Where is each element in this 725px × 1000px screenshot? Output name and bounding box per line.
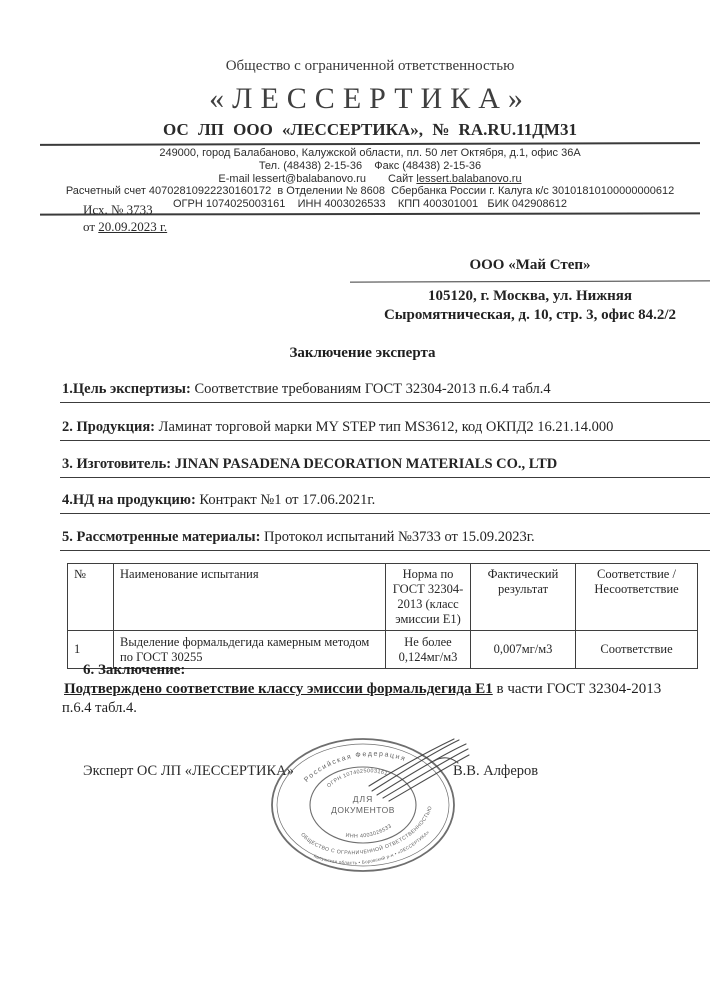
section-materials-label: 5. Рассмотренные материалы: bbox=[62, 529, 261, 545]
expert-title: Эксперт ОС ЛП «ЛЕССЕРТИКА» bbox=[83, 763, 294, 779]
outgoing-ref bbox=[83, 201, 167, 235]
col-header-compliance: Соответствие / Несоответствие bbox=[576, 564, 698, 631]
cert-body-line: ОС ЛП ООО «ЛЕССЕРТИКА», № RA.RU.11ДМ31 bbox=[163, 120, 577, 139]
email-label: E-mail bbox=[218, 172, 250, 185]
section-product-text: Ламинат торговой марки MY STEP тип MS3612, код ОКПД2 16.21.14.000 bbox=[155, 419, 614, 435]
letterhead-divider-top bbox=[40, 142, 700, 146]
letterhead bbox=[40, 58, 700, 215]
section-normative-doc bbox=[60, 492, 710, 514]
registration-line: ОГРН 1074025003161 ИНН 4003026533 КПП 400301001 БИК 042908612 bbox=[172, 198, 567, 211]
section-purpose-label: 1.Цель экспертизы: bbox=[62, 381, 191, 397]
stamp-and-signature bbox=[256, 731, 474, 883]
recipient-divider bbox=[350, 280, 710, 282]
conclusion-statement-emphasis: Подтверждено соответствие классу эмиссии формальдегида Е1 bbox=[64, 681, 493, 697]
conclusion-statement bbox=[64, 681, 661, 698]
site-link[interactable]: lessert.balabanovo.ru bbox=[416, 172, 522, 185]
ref-number: Исх. № 3733 bbox=[83, 202, 153, 217]
section-normative-doc-label: 4.НД на продукцию: bbox=[62, 492, 196, 508]
svg-text:ИНН 4003026533 bbox=[344, 823, 394, 844]
section-purpose bbox=[60, 381, 710, 403]
org-address: 249000, город Балабаново, Калужской области, пл. 50 лет Октября, д.1, офис 36А bbox=[159, 147, 581, 159]
section-normative-doc-text: Контракт №1 от 17.06.2021г. bbox=[195, 492, 376, 508]
section-purpose-text: Соответствие требованиям ГОСТ 32304-2013 п.6.4 табл.4 bbox=[190, 381, 551, 397]
cell-norm: Не более 0,124мг/м3 bbox=[386, 631, 471, 669]
ref-date: 20.09.2023 г. bbox=[98, 219, 168, 234]
stamp-outer-ring-text: Калужская область • Боровский р-н • «ЛЕССЕРТИКА» bbox=[313, 829, 431, 866]
stamp-ring-top-text: Российская Федерация bbox=[303, 750, 408, 784]
org-name: «ЛЕССЕРТИКА» bbox=[209, 82, 531, 115]
recipient-block bbox=[350, 257, 710, 325]
col-header-test-name: Наименование испытания bbox=[114, 564, 386, 631]
document-title: Заключение эксперта bbox=[289, 345, 436, 361]
section-product-label: 2. Продукция: bbox=[62, 419, 155, 435]
col-header-number: № bbox=[68, 564, 114, 631]
section-materials-text: Протокол испытаний №3733 от 15.09.2023г. bbox=[260, 529, 535, 545]
cell-test-name: Выделение формальдегида камерным методом по ГОСТ 30255 bbox=[114, 631, 386, 669]
stamp-center-line2: ДОКУМЕНТОВ bbox=[331, 805, 395, 815]
phone-fax: Тел. (48438) 2-15-36 Факс (48438) 2-15-36 bbox=[258, 159, 482, 172]
cell-number: 1 bbox=[68, 631, 114, 669]
stamp-center-line1: ДЛЯ bbox=[352, 794, 374, 804]
section-manufacturer bbox=[60, 456, 710, 478]
stamp-inn-text: ИНН 4003026533 bbox=[345, 823, 394, 840]
email-value: lessert@balabanovo.ru bbox=[252, 172, 366, 185]
stamp-ogrn-text: ОГРН 1074025003161 bbox=[326, 768, 389, 790]
section-manufacturer-label: 3. Изготовитель: bbox=[62, 456, 172, 472]
table-header-row bbox=[68, 564, 698, 631]
bank-account-line: Расчетный счет 40702810922230160172 в Отделении № 8608 Сбербанка России г. Калуга к/с 30101810100000000612 bbox=[65, 185, 675, 198]
recipient-name: ООО «Май Степ» bbox=[469, 257, 591, 273]
col-header-norm: Норма по ГОСТ 32304-2013 (класс эмиссии Е1) bbox=[386, 564, 471, 631]
email-site-line bbox=[40, 173, 700, 186]
site-label: Сайт bbox=[387, 172, 414, 185]
expert-name: В.В. Алферов bbox=[453, 763, 539, 779]
col-header-actual-result: Фактический результат bbox=[471, 564, 576, 631]
conclusion-statement-line2: п.6.4 табл.4. bbox=[62, 700, 137, 716]
org-type: Общество с ограниченной ответственностью bbox=[225, 58, 515, 74]
ref-date-line bbox=[83, 218, 167, 235]
ref-date-prefix: от bbox=[83, 219, 99, 234]
cell-actual-result: 0,007мг/м3 bbox=[471, 631, 576, 669]
section-manufacturer-text: JINAN PASADENA DECORATION MATERIALS CO., LTD bbox=[171, 456, 558, 472]
stamp-ring-bottom-text: ОБЩЕСТВО С ОГРАНИЧЕННОЙ ОТВЕТСТВЕННОСТЬЮ bbox=[299, 805, 434, 857]
section-product bbox=[60, 419, 710, 441]
conclusion-statement-rest: в части ГОСТ 32304-2013 bbox=[492, 681, 662, 697]
cell-compliance: Соответствие bbox=[576, 631, 698, 669]
recipient-address-line2: Сыромятническая, д. 10, стр. 3, офис 84.2/2 bbox=[383, 307, 677, 323]
test-results-table bbox=[67, 563, 698, 669]
recipient-address-line1: 105120, г. Москва, ул. Нижняя bbox=[427, 288, 633, 304]
conclusion-label: 6. Заключение: bbox=[83, 662, 186, 678]
section-materials bbox=[60, 529, 710, 551]
